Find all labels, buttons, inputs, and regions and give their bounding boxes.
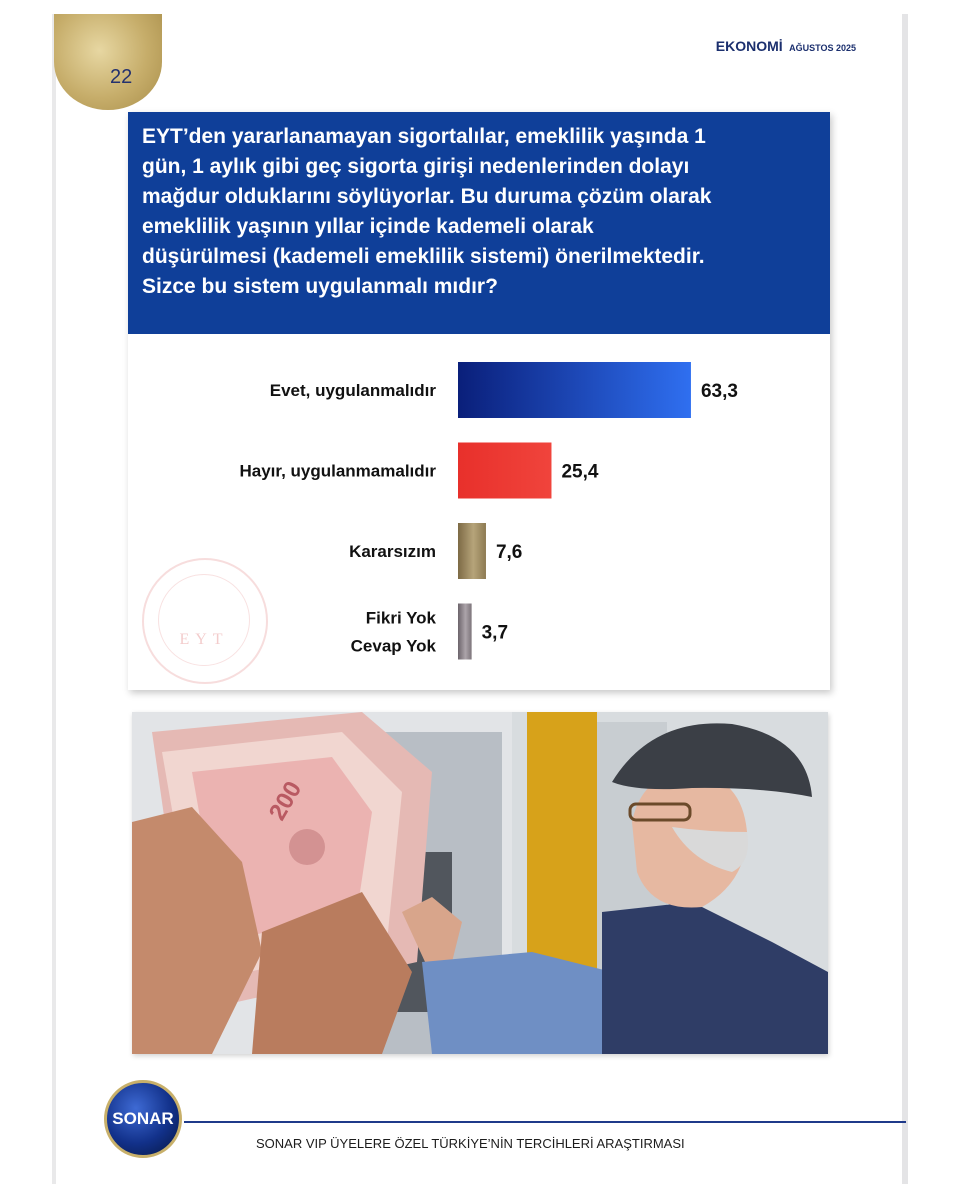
category-label: Cevap Yok bbox=[350, 636, 436, 656]
value-label: 25,4 bbox=[561, 461, 599, 483]
value-label: 7,6 bbox=[495, 542, 523, 563]
category-label: Evet, uygulanmalıdır bbox=[269, 381, 436, 400]
bar bbox=[458, 523, 486, 579]
footer-divider bbox=[184, 1121, 906, 1123]
photo-illustration bbox=[132, 712, 828, 1054]
eyt-seal-text: EYT bbox=[179, 631, 229, 648]
issue-date: AĞUSTOS 2025 bbox=[789, 43, 856, 53]
section-title: EKONOMİ bbox=[715, 38, 783, 54]
category-label: Kararsızım bbox=[349, 542, 436, 561]
footer-caption: SONAR VIP ÜYELERE ÖZEL TÜRKİYE’NİN TERCİHLERİ ARAŞTIRMASI bbox=[256, 1136, 685, 1151]
sonar-logo-text: SONAR bbox=[112, 1109, 174, 1128]
question-line: gün, 1 aylık gibi geç sigorta girişi nedenlerinden dolayı bbox=[142, 155, 690, 178]
question-line: EYT’den yararlanamayan sigortalılar, emeklilik yaşında 1 bbox=[142, 125, 706, 148]
sonar-logo bbox=[104, 1080, 182, 1158]
value-label: 3,7 bbox=[481, 622, 509, 644]
bar bbox=[458, 604, 472, 660]
bar bbox=[458, 362, 691, 418]
category-label: Fikri Yok bbox=[365, 608, 436, 628]
question-line: mağdur olduklarını söylüyorlar. Bu duruma çözüm olarak bbox=[142, 185, 712, 208]
value-label: 63,3 bbox=[700, 381, 738, 402]
category-label: Hayır, uygulanmamalıdır bbox=[239, 461, 436, 481]
question-line: düşürülmesi (kademeli emeklilik sistemi) önerilmektedir. bbox=[142, 245, 705, 268]
question-line: emeklilik yaşının yıllar içinde kademeli olarak bbox=[142, 215, 594, 238]
svg-text:200: 200 bbox=[263, 776, 308, 825]
page-number: 22 bbox=[110, 66, 133, 88]
pensioner-atm-photo bbox=[132, 712, 828, 1054]
bar bbox=[458, 443, 551, 499]
question-line: Sizce bu sistem uygulanmalı mıdır? bbox=[142, 275, 498, 298]
